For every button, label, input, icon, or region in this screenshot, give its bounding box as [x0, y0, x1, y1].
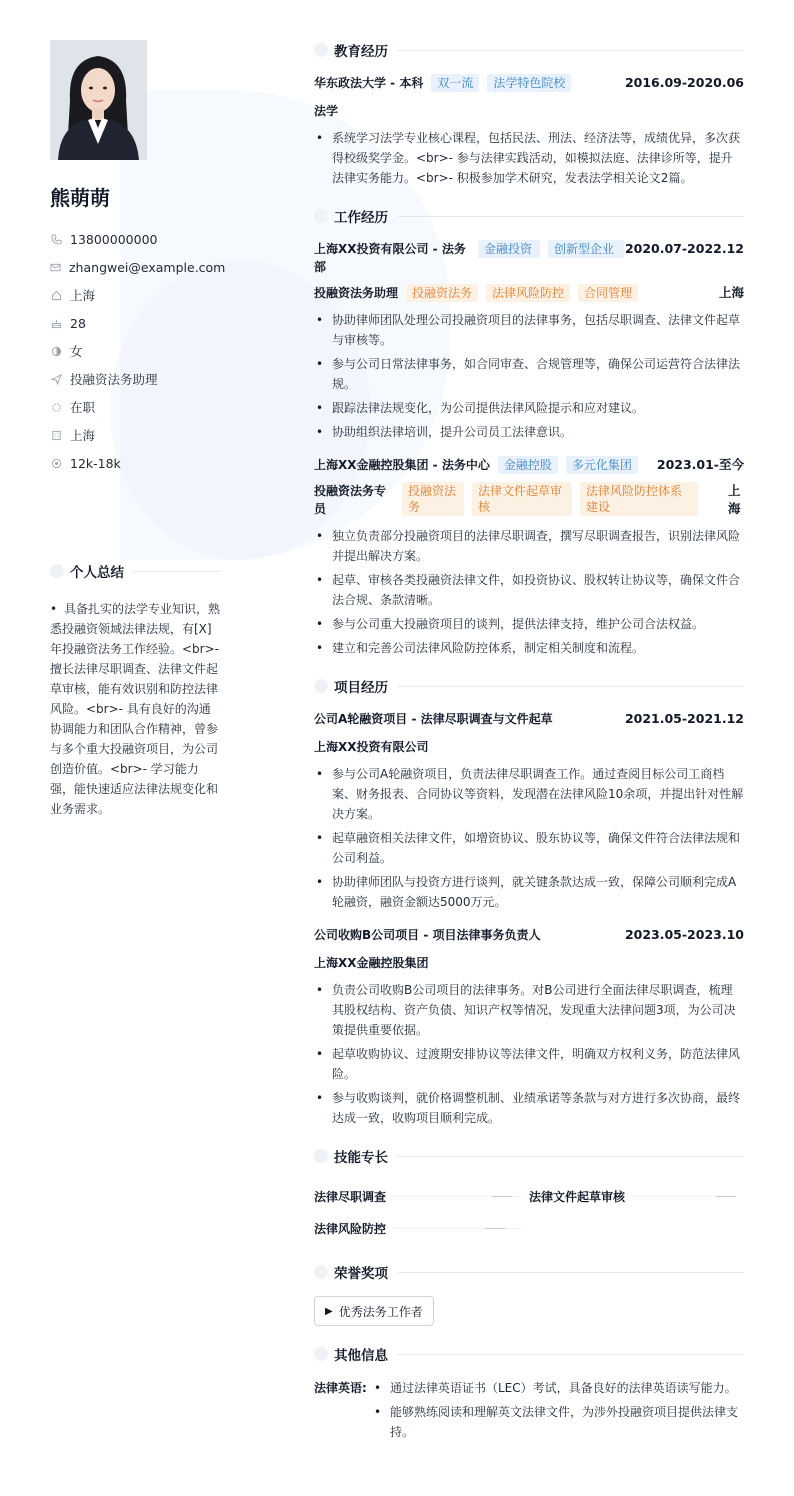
job-date: 2023.01-至今 [656, 457, 744, 472]
company-tag: 多元化集团 [566, 456, 638, 474]
job-entry [314, 456, 744, 658]
projects-section [314, 676, 744, 1128]
list-item: • 参与公司重大投融资项目的谈判，提供法律支持，维护公司合法权益。 [314, 614, 744, 634]
section-dot-icon [50, 564, 64, 578]
list-item: • 起草收购协议、过渡期安排协议等法律文件，明确双方权利义务，防范法律风险。 [314, 1044, 744, 1084]
status-value: 在职 [70, 400, 96, 415]
main-content [314, 40, 744, 1464]
education-date: 2016.09-2020.06 [624, 75, 744, 90]
list-item: • 负责公司收购B公司项目的法律事务。对B公司进行全面法律尽职调查，梳理其股权结构、资产负债、知识产权等情况，发现重大法律问题3项，为公司决策提供重要依据。 [314, 980, 744, 1040]
skill-label: 法律风险防控 [314, 1221, 387, 1236]
list-item: • 协助组织法律培训，提升公司员工法律意识。 [314, 422, 744, 442]
mail-icon [50, 261, 61, 273]
list-item: • 跟踪法律法规变化，为公司提供法律风险提示和应对建议。 [314, 398, 744, 418]
skill-level-bar [392, 1228, 521, 1229]
info-phone [50, 225, 220, 253]
section-divider [134, 571, 220, 572]
info-email [50, 253, 226, 281]
section-divider [398, 216, 744, 217]
awards-title: 荣誉奖项 [334, 1266, 388, 1282]
education-title: 教育经历 [334, 44, 388, 60]
list-item: • 起草融资相关法律文件，如增资协议、股东协议等，确保文件符合法律法规和公司利益。 [314, 828, 744, 868]
awards-header [314, 1262, 744, 1282]
list-item: • 参与收购谈判，就价格调整机制、业绩承诺等条款与对方进行多次协商，最终达成一致，收购项目顺利完成。 [314, 1088, 744, 1128]
salary-value: 12k-18k [70, 455, 121, 471]
job-bullets [314, 526, 744, 658]
project-date: 2021.05-2021.12 [624, 711, 744, 726]
list-item: • 参与公司A轮融资项目，负责法律尽职调查工作。通过查阅目标公司工商档案、财务报表、合同协议等资料，发现潜在法律风险10余项，并提出针对性解决方案。 [314, 764, 744, 824]
skill-marker [485, 1228, 505, 1229]
company-tag: 金融投资 [478, 240, 540, 258]
skill-fill [392, 1196, 502, 1197]
section-dot-icon [314, 43, 328, 57]
job-role: 投融资法务助理 [314, 286, 399, 300]
info-gender [50, 337, 220, 365]
list-item: • 建立和完善公司法律风险防控体系，制定相关制度和流程。 [314, 638, 744, 658]
list-item: • 协助律师团队处理公司投融资项目的法律事务，包括尽职调查、法律文件起草与审核等。 [314, 310, 744, 350]
skill-marker [492, 1196, 512, 1197]
section-dot-icon [314, 1265, 328, 1279]
section-divider [398, 686, 744, 687]
job-city: 上海 [718, 285, 744, 300]
project-org: 上海XX金融控股集团 [314, 956, 429, 970]
role-tag: 法律文件起草审核 [472, 482, 572, 516]
skill-label: 法律尽职调查 [314, 1189, 387, 1204]
skill-level-bar [392, 1196, 521, 1197]
education-section [314, 40, 744, 188]
gender-value: 女 [70, 344, 83, 359]
education-header [314, 40, 744, 60]
location-value: 上海 [70, 288, 96, 303]
contact-info [50, 225, 226, 477]
list-item: • 参与公司日常法律事务，如合同审查、合规管理等，确保公司运营符合法律法规。 [314, 354, 744, 394]
education-bullets [314, 128, 744, 188]
skills-header [314, 1146, 744, 1166]
summary-header [50, 561, 220, 581]
section-dot-icon [314, 209, 328, 223]
list-item: • 通过法律英语证书（LEC）考试，具备良好的法律英语读写能力。 [372, 1378, 744, 1398]
cake-icon [50, 317, 62, 329]
list-item: • 独立负责部分投融资项目的法律尽职调查，撰写尽职调查报告，识别法律风险并提出解决方案。 [314, 526, 744, 566]
phone-value: 13800000000 [70, 231, 158, 247]
company-name: 上海XX金融控股集团 - 法务中心 [314, 458, 490, 472]
other-label: 法律英语: [314, 1381, 367, 1395]
other-title: 其他信息 [334, 1348, 388, 1364]
project-bullets [314, 764, 744, 912]
major: 法学 [314, 104, 339, 118]
job-role: 投融资法务专员 [314, 484, 387, 516]
section-dot-icon [314, 1347, 328, 1361]
skill-fill [631, 1196, 725, 1197]
summary-section [50, 561, 220, 819]
company-tag: 金融控股 [498, 456, 558, 474]
school-tag: 法学特色院校 [487, 74, 571, 92]
building-icon [50, 429, 62, 441]
home-icon [50, 289, 62, 301]
skill-level-bar [631, 1196, 736, 1197]
role-tag: 法律风险防控 [486, 284, 570, 302]
skill-item [314, 1180, 529, 1212]
project-org: 上海XX投资有限公司 [314, 740, 429, 754]
skills-list [314, 1180, 744, 1244]
skill-item [529, 1180, 744, 1212]
projects-header [314, 676, 744, 696]
skills-title: 技能专长 [334, 1150, 388, 1166]
summary-title: 个人总结 [70, 565, 124, 581]
work-title: 工作经历 [334, 210, 388, 226]
school-name: 华东政法大学 - 本科 [314, 76, 424, 90]
info-status [50, 393, 220, 421]
info-age [50, 309, 220, 337]
list-item: • 协助律师团队与投资方进行谈判，就关键条款达成一致，保障公司顺利完成A轮融资，融资金额达5000万元。 [314, 872, 744, 912]
age-value: 28 [70, 315, 86, 331]
job-city: 上海 [728, 483, 741, 516]
email-value: zhangwei@example.com [69, 259, 226, 275]
section-dot-icon [314, 1149, 328, 1163]
phone-icon [50, 233, 62, 245]
candidate-name: 熊萌萌 [50, 186, 110, 210]
summary-text [50, 599, 220, 819]
company-tag: 创新型企业 [548, 240, 624, 258]
gender-icon [50, 345, 62, 357]
awards-section [314, 1262, 744, 1326]
project-entry [314, 710, 744, 912]
project-bullets [314, 980, 744, 1128]
work-city-value: 上海 [70, 428, 96, 443]
role-tag: 合同管理 [578, 284, 638, 302]
info-location [50, 281, 220, 309]
company-name: 上海XX投资有限公司 - 法务部 [314, 242, 466, 274]
award-label: 优秀法务工作者 [338, 1304, 423, 1319]
section-divider [398, 1354, 744, 1355]
list-item: • 起草、审核各类投融资法律文件，如投资协议、股权转让协议等，确保文件合法合规、条款清晰。 [314, 570, 744, 610]
work-header [314, 206, 744, 226]
section-divider [398, 1156, 744, 1157]
other-entry [314, 1378, 744, 1446]
job-entry [314, 240, 744, 442]
skill-marker [716, 1196, 736, 1197]
list-item: • 系统学习法学专业核心课程，包括民法、刑法、经济法等，成绩优异，多次获得校级奖学金。<br>- 参与法律实践活动，如模拟法庭、法律诊所等，提升法律实务能力。<br>- 积极参加学术研究，发表法学相关论文2篇。 [314, 128, 744, 188]
section-dot-icon [314, 679, 328, 693]
projects-title: 项目经历 [334, 680, 388, 696]
list-item: • 能够熟练阅读和理解英文法律文件，为涉外投融资项目提供法律支持。 [372, 1402, 744, 1442]
info-position [50, 365, 220, 393]
status-icon [50, 401, 62, 413]
position-value: 投融资法务助理 [70, 372, 158, 387]
other-section [314, 1344, 744, 1446]
play-icon: ▶ [325, 1305, 333, 1317]
school-tag: 双一流 [431, 74, 479, 92]
info-salary [50, 449, 220, 477]
job-date: 2020.07-2022.12 [624, 241, 744, 256]
other-header [314, 1344, 744, 1364]
work-section [314, 206, 744, 658]
sidebar [50, 40, 226, 819]
project-name: 公司A轮融资项目 - 法律尽职调查与文件起草 [314, 712, 553, 726]
job-bullets [314, 310, 744, 442]
other-bullets [372, 1378, 744, 1446]
bullet-icon: • [50, 602, 58, 616]
role-tag: 投融资法务 [406, 284, 478, 302]
project-name: 公司收购B公司项目 - 项目法律事务负责人 [314, 928, 541, 942]
skill-item [314, 1212, 529, 1244]
profile-photo [50, 40, 147, 160]
info-work-city [50, 421, 220, 449]
skills-section [314, 1146, 744, 1244]
project-entry [314, 926, 744, 1128]
award-toggle-button[interactable] [314, 1296, 434, 1326]
summary-body: 具备扎实的法学专业知识，熟悉投融资领域法律法规，有[X]年投融资法务工作经验。<br>- 擅长法律尽职调查、法律文件起草审核，能有效识别和防控法律风险。<br>- 具有良好的沟通协调能力和团队合作精神，曾参与多个重大投融资项目，为公司创造价值。<br>- 学习能力强，能快速适应法律法规变化和业务需求。 [50, 602, 221, 816]
skill-fill [392, 1228, 495, 1229]
role-tag: 投融资法务 [402, 482, 464, 516]
section-divider [398, 50, 744, 51]
coin-icon [50, 457, 62, 469]
project-date: 2023.05-2023.10 [624, 927, 744, 942]
section-divider [398, 1272, 744, 1273]
education-entry [314, 74, 744, 188]
send-icon [50, 373, 62, 385]
skill-label: 法律文件起草审核 [529, 1189, 626, 1204]
role-tag: 法律风险防控体系建设 [580, 482, 698, 516]
